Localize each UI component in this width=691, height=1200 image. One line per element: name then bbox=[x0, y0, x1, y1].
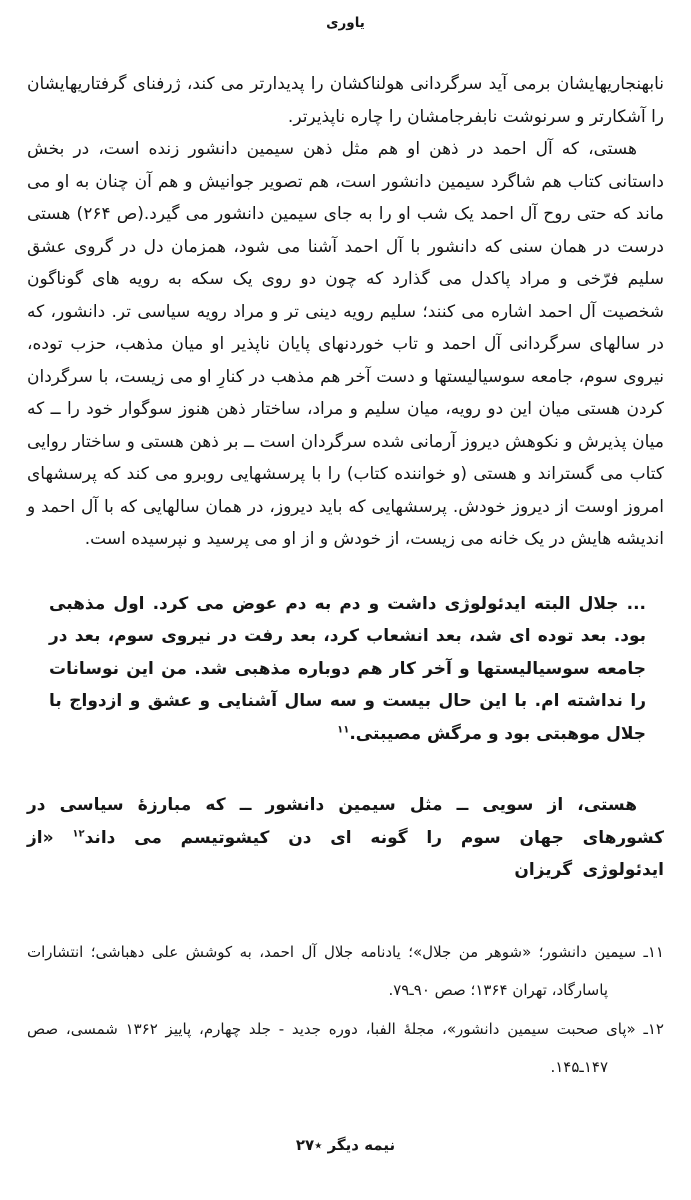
closing-text-before-ref: هستی، از سویی ــ مثل سیمین دانشور ــ که مبارزهٔ سیاسی در کشورهای جهان سوم را گونه ای دن کیشوتیسم می داند bbox=[27, 795, 664, 848]
footnote-12: ۱۲ـ «پای صحبت سیمین دانشور»، مجلهٔ الفبا، دوره جدید - جلد چهارم، پاییز ۱۳۶۲ شمسی، صص ۱۴۷ـ۱۴۵. bbox=[27, 1019, 664, 1076]
main-text bbox=[27, 68, 664, 887]
page-footer: نیمه دیگر ٭۲۷ bbox=[295, 1136, 396, 1154]
closing-text-after-ref: «از ایدئولوژی گریزان bbox=[27, 827, 664, 880]
paragraph-body: هستی، که آل احمد در ذهن او هم مثل ذهن سیمین دانشور زنده است، در بخش داستانی کتاب هم شاگرد سیمین دانشور است، هم تصویر جوانیش و هم آن چنان به او می ماند که حتی روح آل احمد یک شب او را به جای سیمین دانشور می گیرد.(ص ۲۶۴) هستی درست در همان سنی که دانشور با آل احمد آشنا می شود، همزمان دل در گروی عشق سلیم فرّخی و مراد پاکدل می گذارد که چون دو روی یک سکه به رویه های گوناگون شخصیت آل احمد اشاره می کنند؛ سلیم رویه دینی تر و مراد رویه سیاسی تر. دانشور، که در سالهای سرگردانی آل احمد و تاب خوردنهای پایان ناپذیر او میان مذهب، حزب توده، نیروی سوم، جامعه سوسیالیستها و دست آخر هم مذهب در کنارِ او می زیست، با سرگردان کردن هستی میان این دو رویه، میان سلیم و مراد، ساختار ذهن هنوز سوگوار خود را ــ که میان پذیرش و نکوهش دیروز آرمانی شده سرگردان است ــ بر ذهن هستی و ساختار روایی کتاب می گستراند و هستی (و خواننده کتاب) را با پرسشهایی روبرو می کند که پرسشهای امروز اوست از دیروز خودش. پرسشهایی که باید دیروز، در همان سالهایی که با آل احمد و اندیشه هایش در یک خانه می زیست، از خودش و از او می پرسید و نپرسیده است. bbox=[27, 139, 664, 549]
footnote-ref-12: ۱۲ bbox=[72, 827, 85, 839]
footnotes-section bbox=[27, 933, 664, 1087]
closing-paragraph bbox=[27, 789, 664, 887]
footnote-11: ۱۱ـ سیمین دانشور؛ «شوهر من جلال»؛ یادنامه جلال آل احمد، به کوشش علی دهباشی؛ انتشارات پاسارگاد، تهران ۱۳۶۴؛ صص ۹۰ـ۷۹. bbox=[27, 942, 664, 999]
paragraph-continuation: نابهنجاریهایشان برمی آید سرگردانی هولناکشان را پدیدارتر می کند، ژرفنای گرفتاریهایشان را آشکارتر و سرنوشت نابفرجامشان را چاره ناپذیرتر. bbox=[27, 74, 664, 127]
footnote-ref-11: ۱۱ bbox=[337, 723, 350, 735]
running-head: یاوری bbox=[326, 15, 365, 31]
quote-text: ... جلال البته ایدئولوژی داشت و دم به دم عوض می کرد. اول مذهبی بود. بعد توده ای شد، بعد انشعاب کرد، بعد رفت در نیروی سوم، بعد در جامعه سوسیالیستها و آخر کار هم دوباره مذهبی شد. من این نوسانات را نداشته ام. با این حال بیست و سه سال آشنایی و عشق و ازدواج با جلال موهبتی بود و مرگش مصیبتی. bbox=[49, 593, 646, 744]
block-quote bbox=[49, 588, 646, 751]
